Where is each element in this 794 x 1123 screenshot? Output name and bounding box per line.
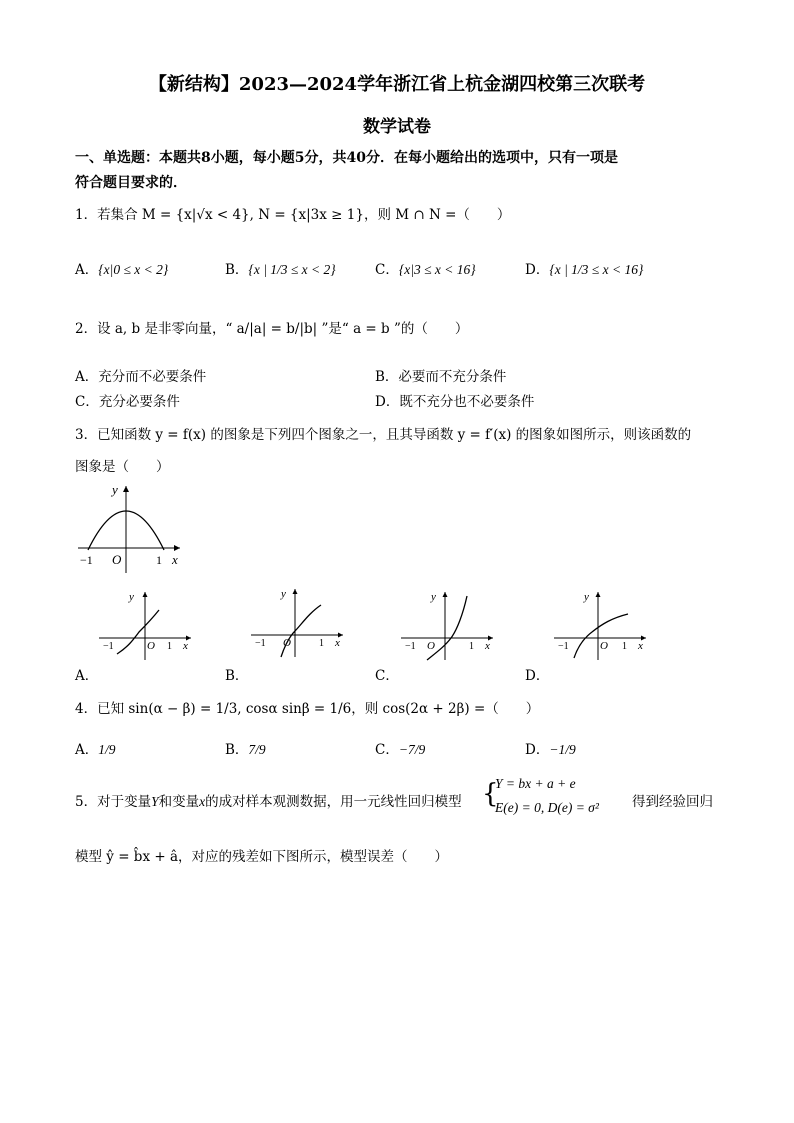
option-letter: C． [75, 394, 99, 410]
page-subtitle: 数学试卷 [363, 117, 431, 137]
q5-text-pre: 5．对于变量 [75, 794, 152, 810]
q3-option-a: A． [75, 668, 99, 684]
option-letter: B． [375, 369, 399, 385]
origin-label: O [283, 637, 291, 649]
y-axis-arrow [143, 592, 148, 597]
one-label: 1 [622, 641, 627, 652]
q1-option-a [75, 258, 168, 278]
q4-option-d [525, 738, 576, 758]
origin-label: O [427, 640, 435, 652]
q2-option-d [375, 390, 534, 410]
q4-option-a [75, 738, 116, 758]
q5-text-end: 得到经验回归 [632, 794, 713, 810]
q2-option-c [75, 390, 180, 410]
x-label: x [172, 552, 178, 567]
option-text: {x|0 ≤ x < 2} [98, 262, 169, 277]
y-label: y [112, 482, 118, 497]
neg-one-label: −1 [405, 641, 416, 652]
option-text: 必要而不充分条件 [398, 369, 507, 385]
option-letter: B． [225, 742, 249, 758]
y-axis-arrow [443, 592, 448, 597]
one-label: 1 [469, 641, 474, 652]
option-text: 充分必要条件 [98, 394, 180, 410]
q5-model-bottom: E(e) = 0, D(e) = σ² [495, 800, 599, 815]
option-text: −1/9 [549, 742, 576, 757]
q4-option-c [375, 738, 425, 758]
y-label: y [431, 591, 436, 603]
x-label: x [638, 640, 643, 652]
option-letter: A． [75, 742, 99, 758]
q4-option-b [225, 738, 266, 758]
y-axis-arrow [596, 592, 601, 597]
origin-label: O [147, 640, 155, 652]
one-label: 1 [319, 638, 324, 649]
neg-one-label: −1 [255, 638, 266, 649]
y-label: y [281, 588, 286, 600]
option-letter: D． [525, 262, 550, 278]
q5-text-post: 的成对样本观测数据，用一元线性回归模型 [205, 794, 462, 810]
y-axis-arrow [293, 589, 298, 594]
x-label: x [183, 640, 188, 652]
q2-option-a [75, 365, 206, 385]
option-letter: A． [75, 369, 99, 385]
q3-stem-line1: 3．已知函数 y = f(x) 的图象是下列四个图象之一，且其导函数 y = f′(x) 的图象如图所示，则该函数的 [75, 427, 692, 443]
one-label: 1 [156, 553, 162, 567]
option-letter: C． [375, 262, 399, 278]
q1-option-c [375, 258, 476, 278]
q5-stem-line1 [75, 790, 462, 810]
q5-model-brace: { [482, 779, 499, 809]
q5-model-top: Y = bx + a + e [495, 776, 576, 791]
option-letter: D． [525, 742, 550, 758]
option-letter: C． [375, 742, 399, 758]
section-header-line1: 一、单选题：本题共8小题，每小题5分，共40分．在每小题给出的选项中，只有一项是 [75, 150, 618, 166]
q3-graph-b [247, 585, 352, 660]
y-label: y [584, 591, 589, 603]
x-label: x [485, 640, 490, 652]
option-text: {x | 1/3 ≤ x < 2} [248, 262, 336, 277]
option-letter: D． [375, 394, 400, 410]
q3-stem-line2: 图象是（ ） [75, 459, 170, 475]
origin-label: O [600, 640, 608, 652]
neg-one-label: −1 [558, 641, 569, 652]
option-text: {x|3 ≤ x < 16} [398, 262, 476, 277]
option-text: 7/9 [248, 742, 266, 757]
q5-stem-line2: 模型 ŷ = b̂x + â，对应的残差如下图所示，模型误差（ ） [75, 849, 449, 865]
q3-graph-a [95, 588, 200, 663]
option-text: {x | 1/3 ≤ x < 16} [549, 262, 644, 277]
y-axis-arrow [123, 486, 129, 492]
q5-text-mid: 和变量 [158, 794, 200, 810]
q5-var-x: x [199, 794, 206, 809]
one-label: 1 [167, 641, 172, 652]
option-text: 充分而不必要条件 [98, 369, 207, 385]
q3-graph-c [397, 588, 502, 663]
neg-one-label: −1 [80, 553, 93, 567]
x-axis-arrow [174, 545, 180, 551]
curve [281, 605, 321, 657]
q3-option-c: C． [375, 668, 399, 684]
option-letter: B． [225, 262, 249, 278]
q2-stem: 2．设 a, b 是非零向量，“ a/|a| = b/|b| ”是“ a = b ”的（ ） [75, 321, 469, 337]
q1-option-b [225, 258, 336, 278]
q1-option-d [525, 258, 643, 278]
y-label: y [129, 591, 134, 603]
q2-option-b [375, 365, 506, 385]
option-text: 1/9 [98, 742, 116, 757]
x-label: x [335, 637, 340, 649]
option-text: −7/9 [398, 742, 426, 757]
origin-label: O [112, 552, 122, 567]
q5-var-y: Y [151, 794, 159, 809]
q4-stem: 4．已知 sin(α − β) = 1/3, cosα sinβ = 1/6，则 cos(2α + 2β) =（ ） [75, 701, 540, 717]
q3-derivative-graph [70, 478, 190, 578]
q3-option-d: D． [525, 668, 550, 684]
page-title: 【新结构】2023—2024学年浙江省上杭金湖四校第三次联考 [148, 74, 646, 95]
q3-option-b: B． [225, 668, 249, 684]
option-letter: A． [75, 262, 99, 278]
q3-graph-d [550, 588, 655, 663]
option-text: 既不充分也不必要条件 [399, 394, 535, 410]
section-header-line2: 符合题目要求的． [75, 175, 187, 191]
neg-one-label: −1 [103, 641, 114, 652]
q1-stem: 1．若集合 M = {x|√x < 4}, N = {x|3x ≥ 1}，则 M ∩ N =（ ） [75, 207, 511, 223]
